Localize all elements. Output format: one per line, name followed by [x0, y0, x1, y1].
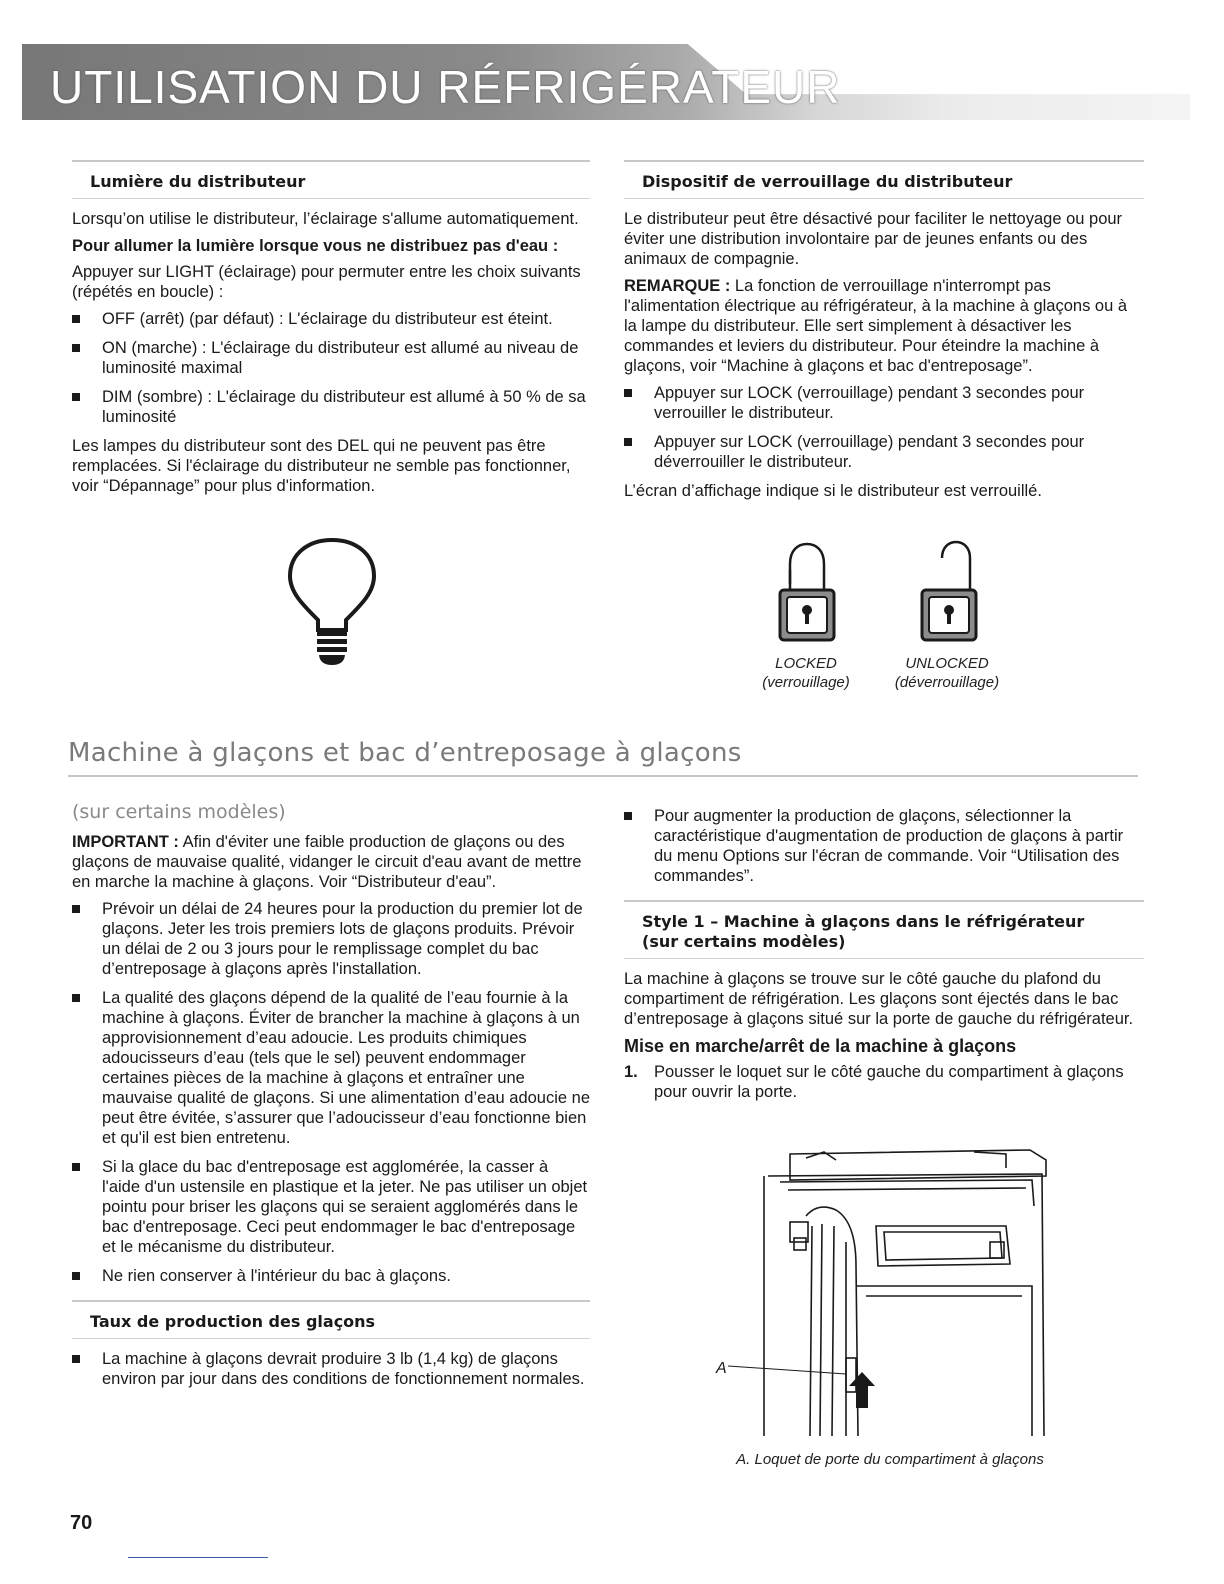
locked-padlock-icon: [774, 540, 840, 644]
important-text: Afin d'éviter une faible production de glaçons ou des glaçons de mauvaise qualité, vidanger le circuit d'eau avant de mettre en marche la machine à glaçons. Voir “Distributeur d'eau”.: [72, 833, 582, 891]
ice-important: [72, 832, 590, 892]
light-bold-heading: Pour allumer la lumière lorsque vous ne distribuez pas d'eau :: [72, 237, 559, 255]
figure-caption: A. Loquet de porte du compartiment à glaçons: [736, 1451, 1044, 1468]
unlocked-padlock-icon: [916, 540, 982, 644]
unlocked-sublabel: (déverrouillage): [894, 674, 1000, 691]
light-intro: Lorsqu’on utilise le distributeur, l’éclairage s'allume automatiquement.: [72, 210, 579, 228]
light-section: [72, 160, 590, 503]
list-item: La machine à glaçons devrait produire 3 lb (1,4 kg) de glaçons environ par jour dans des conditions de fonctionnement normales.: [72, 1349, 590, 1389]
locked-sublabel: (verrouillage): [762, 674, 850, 691]
ice-right-bullet-list: [624, 806, 1144, 886]
light-bullet-list: [72, 309, 590, 427]
footer-rule: [128, 1557, 268, 1558]
style-heading-line-1: Style 1 – Machine à glaçons dans le réfrigérateur: [642, 912, 1085, 931]
remark-text: La fonction de verrouillage n'interrompt pas l'alimentation électrique au réfrigérateur, à la machine à glaçons ou à la lampe du distributeur. Elle sert simplement à désactiver les commandes et leviers du distributeur. Pour éteindre la machine à glaçons, voir “Machine à glaçons et bac d'entreposage”.: [624, 277, 1128, 375]
ice-right-column: [624, 806, 1144, 1102]
locked-label: LOCKED: [775, 655, 837, 672]
list-item: [624, 1062, 1144, 1102]
light-note: Les lampes du distributeur sont des DEL qui ne peuvent pas être remplacées. Si l'éclairage du distributeur ne semble pas fonctionner, voir “Dépannage” pour plus d'information.: [72, 437, 571, 495]
rate-heading: Taux de production des glaçons: [72, 1300, 590, 1339]
figure-label-a: A: [716, 1360, 727, 1377]
step-number: 1.: [624, 1063, 638, 1081]
style-heading: [624, 900, 1144, 959]
style-heading-line-2: (sur certains modèles): [642, 932, 846, 951]
ice-left-column: [72, 802, 590, 1398]
remark-label: REMARQUE :: [624, 277, 731, 295]
step-text: Pousser le loquet sur le côté gauche du compartiment à glaçons pour ouvrir la porte.: [654, 1063, 1124, 1101]
light-instruction: Appuyer sur LIGHT (éclairage) pour permuter entre les choix suivants (répétés en boucle) :: [72, 263, 581, 301]
list-item: Appuyer sur LOCK (verrouillage) pendant 3 secondes pour verrouiller le distributeur.: [624, 383, 1144, 423]
lock-heading: Dispositif de verrouillage du distributeur: [624, 160, 1144, 199]
lock-display-note: L’écran d’affichage indique si le distributeur est verrouillé.: [624, 482, 1042, 500]
list-item: Pour augmenter la production de glaçons, sélectionner la caractéristique d'augmentation de production de glaçons à partir du menu Options sur l'écran de commande. Voir “Utilisation des commandes”.: [624, 806, 1144, 886]
rate-bullet-list: [72, 1349, 590, 1389]
locked-caption: [734, 654, 878, 692]
list-item: OFF (arrêt) (par défaut) : L'éclairage du distributeur est éteint.: [72, 309, 590, 329]
list-item: Si la glace du bac d'entreposage est agglomérée, la casser à l'aide d'un ustensile en plastique et la jeter. Ne pas utiliser un objet pointu pour briser les glaçons qui se seraient agglomérés dans le bac d'entreposage. Ceci peut endommager le bac d'entreposage et le mécanisme du distributeur.: [72, 1157, 590, 1257]
unlocked-label: UNLOCKED: [905, 655, 989, 672]
page-number: 70: [70, 1512, 93, 1534]
list-item: DIM (sombre) : L'éclairage du distributeur est allumé à 50 % de sa luminosité: [72, 387, 590, 427]
style-text: La machine à glaçons se trouve sur le côté gauche du plafond du compartiment de réfrigération. Les glaçons sont éjectés dans le bac d’entreposage à glaçons situé sur la porte de gauche du réfrigérateur.: [624, 970, 1134, 1028]
list-item: Appuyer sur LOCK (verrouillage) pendant 3 secondes pour déverrouiller le distributeur.: [624, 432, 1144, 472]
page-title: UTILISATION DU RÉFRIGÉRATEUR: [50, 61, 841, 113]
list-item: ON (marche) : L'éclairage du distributeur est allumé au niveau de luminosité maximal: [72, 338, 590, 378]
ice-section-title: Machine à glaçons et bac d’entreposage à glaçons: [68, 738, 742, 768]
section-divider: [68, 775, 1138, 777]
ice-subtitle: (sur certains modèles): [72, 801, 286, 823]
ice-bullet-list: [72, 899, 590, 1286]
light-bulb-icon: [288, 538, 378, 668]
light-heading: Lumière du distributeur: [72, 160, 590, 199]
lock-remark: [624, 276, 1144, 376]
lock-intro: Le distributeur peut être désactivé pour faciliter le nettoyage ou pour éviter une distribution involontaire par de jeunes enfants ou des animaux de compagnie.: [624, 210, 1123, 268]
unlocked-caption: [872, 654, 1022, 692]
lock-bullet-list: [624, 383, 1144, 472]
important-label: IMPORTANT :: [72, 833, 179, 851]
ice-compartment-illustration: [706, 1146, 1066, 1436]
list-item: Prévoir un délai de 24 heures pour la production du premier lot de glaçons. Jeter les trois premiers lots de glaçons produits. Prévoir un délai de 2 ou 3 jours pour le remplissage complet du bac d’entreposage à glaçons après l'installation.: [72, 899, 590, 979]
list-item: Ne rien conserver à l'intérieur du bac à glaçons.: [72, 1266, 590, 1286]
lock-section: [624, 160, 1144, 508]
onoff-heading: Mise en marche/arrêt de la machine à glaçons: [624, 1036, 1017, 1056]
step-list: [624, 1062, 1144, 1102]
list-item: La qualité des glaçons dépend de la qualité de l’eau fournie à la machine à glaçons. Éviter de brancher la machine à glaçons à un approvisionnement d’eau adoucie. Les produits chimiques adoucisseurs d’eau (tels que le sel) peuvent endommager certaines pièces de la machine à glaçons et entraîner une mauvaise qualité de glaçons. Si une alimentation d’eau adoucie ne peut être évitée, s’assurer que l’adoucisseur d’eau fonctionne bien et qu'il est bien entretenu.: [72, 988, 590, 1148]
